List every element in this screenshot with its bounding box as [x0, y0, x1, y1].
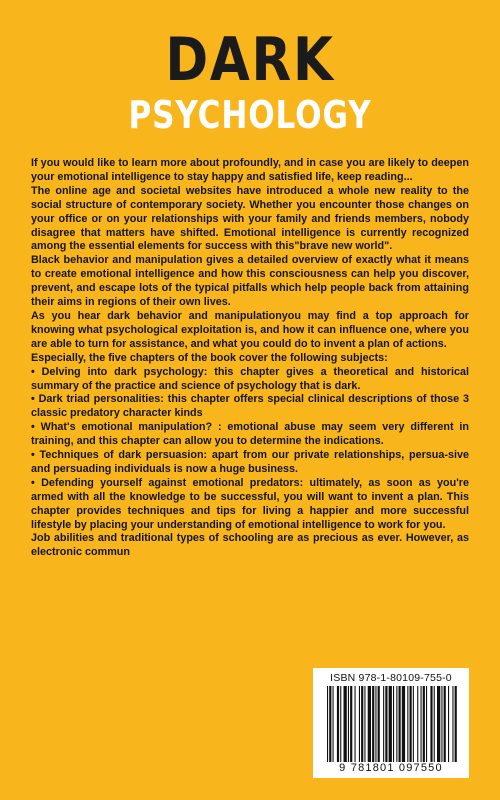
isbn-label: ISBN 978-1-80109-755-0: [330, 672, 452, 684]
blurb-bullet: • Techniques of dark persuasion: apart from our private relationships, persua-sive and persuading individuals is now a huge business.: [31, 449, 469, 475]
barcode-icon: [325, 686, 457, 762]
blurb-bullet: • Dark triad personalities: this chapter offers special clinical descriptions of those 3 classic predatory character kinds: [31, 393, 469, 420]
cover-subtitle: PSYCHOLOGY: [128, 93, 372, 137]
blurb-paragraph: As you hear dark behavior and manipulationyou may find a top approach for knowing what psychological exploitation is, and how it can influence one, where you are able to turn for assistance, and what you could do to invent a plan of actions.: [31, 309, 469, 350]
blurb-bullet: • Defending yourself against emotional predators: ultimately, as soon as you're armed with all the knowledge to be successful, you will want to invent a plan. This chapter provides techniques and tips for living a happier and more successful lifestyle by placing your understanding of emotional intelligence to work for you.: [31, 476, 469, 531]
blurb-paragraph: The online age and societal websites have introduced a whole new reality to the social structure of contemporary society. Whether you encounter those changes on your office or on your relationships with your family and friends members, nobody disagree that matters have shifted. Emotional intelligence is currently recognized among the essential elements for success with this"brave new world".: [31, 184, 469, 253]
cover-title: DARK: [165, 25, 335, 95]
barcode-digits: 9 781801 097550: [339, 762, 443, 774]
isbn-barcode-box: [313, 668, 469, 778]
blurb-paragraph: Black behavior and manipulation gives a detailed overview of exactly what it means to create emotional intelligence and how this consciousness can help you discover, prevent, and escape lots of the typical pitfalls which help people back from attaining their aims in regions of their own lives.: [31, 254, 469, 309]
blurb-text: [31, 157, 469, 560]
blurb-paragraph: If you would like to learn more about profoundly, and in case you are likely to deepen your emotional intelligence to stay happy and satisfied life, keep reading...: [31, 157, 469, 183]
blurb-bullet: • What's emotional manipulation? : emotional abuse may seem very different in training, and this chapter can allow you to determine the indications.: [31, 421, 469, 448]
blurb-paragraph: Especially, the five chapters of the book cover the following subjects:: [31, 351, 388, 364]
blurb-bullet: • Delving into dark psychology: this chapter gives a theoretical and historical summary of the practice and science of psychology that is dark.: [31, 365, 469, 392]
blurb-paragraph: Job abilities and traditional types of schooling are as precious as ever. However, as electronic commun: [31, 532, 469, 559]
